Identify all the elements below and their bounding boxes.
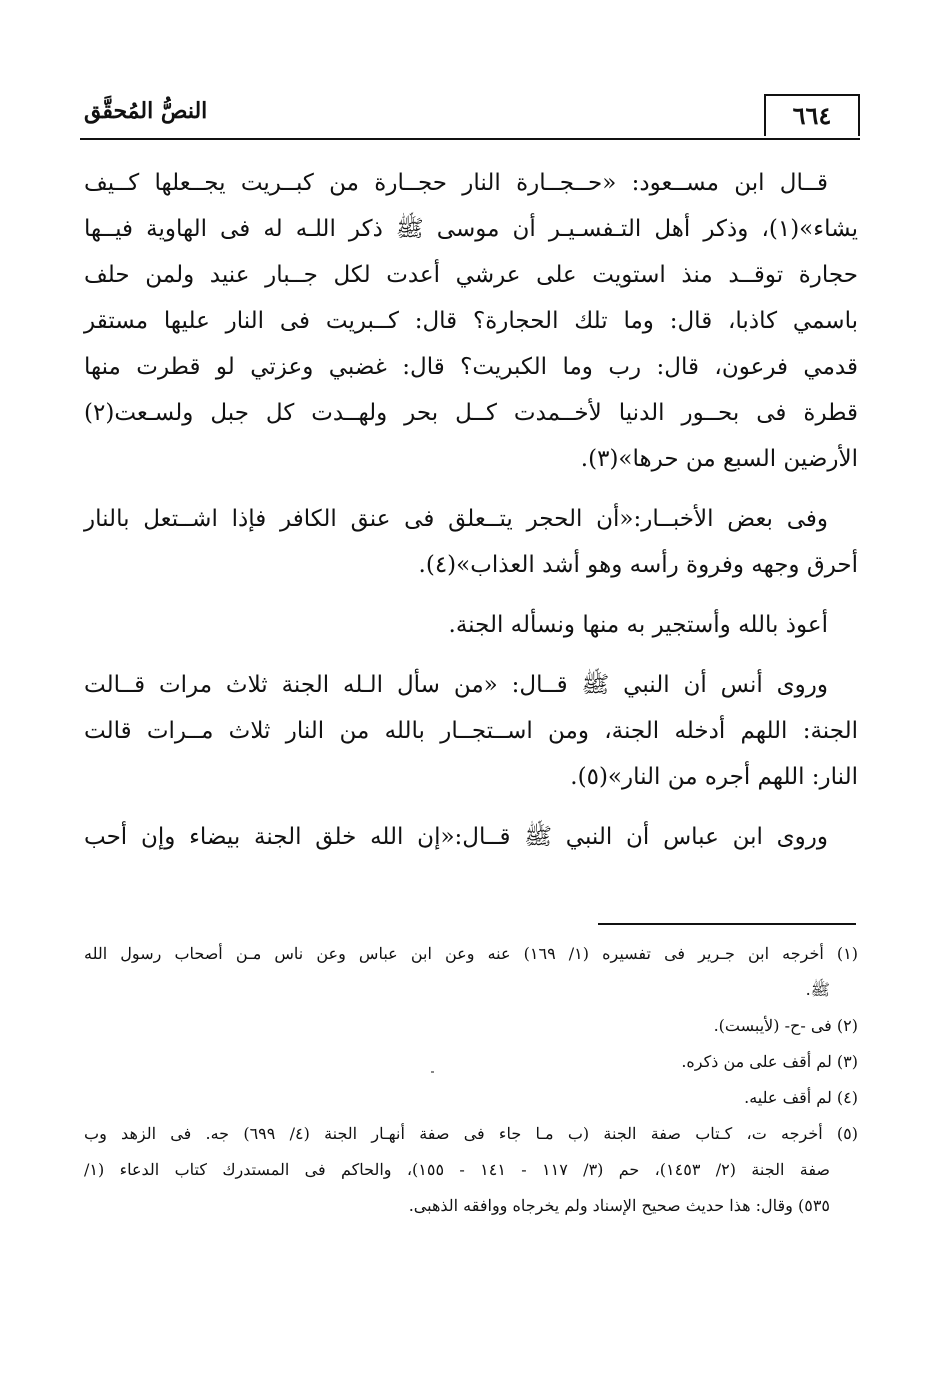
text-line: وروى ابن عباس أن النبي ﷺ قــال:«إن الله خلق الجنة بيضاء وإن أحب bbox=[84, 824, 828, 850]
text-line: قطرة فى بحــور الدنيا لأخــمدت كــل بحر ولهــدت كل جبل ولسـعت(٢) bbox=[84, 400, 858, 426]
paragraph-ibn-masud bbox=[84, 160, 858, 482]
text-line: أعوذ بالله وأستجير به منها ونسأله الجنة. bbox=[448, 612, 828, 638]
paragraph-ibn-abbas bbox=[84, 814, 858, 860]
footnote-5 bbox=[84, 1116, 858, 1224]
paragraph-akhbar bbox=[84, 496, 858, 588]
footnote-rule bbox=[598, 923, 856, 925]
footnote-line: ﷺ. bbox=[805, 980, 830, 999]
text-line: وروى أنس أن النبي ﷺ قــال: «من سأل الـله الجنة ثلاث مرات قــالت bbox=[84, 672, 828, 698]
header-rule bbox=[80, 138, 860, 140]
footnotes bbox=[84, 936, 858, 1224]
footnote-line: (٥) أخرجه ت، كـتاب صفة الجنة (ب مـا جاء فى صفة أنهـار الجنة (٤/ ٦٩٩) جه. فى الزهد وب bbox=[84, 1124, 858, 1143]
text-line: أحرق وجهه وفروة رأسه وهو أشد العذاب»(٤). bbox=[418, 552, 858, 578]
main-text bbox=[84, 160, 858, 874]
footnote-line: ٥٣٥) وقال: هذا حديث صحيح الإسناد ولم يخرجاه ووافقه الذهبى. bbox=[408, 1196, 830, 1215]
footnote-4 bbox=[84, 1080, 858, 1116]
text-line: الجنة: اللهم أدخله الجنة، ومن اســتجــار بالله من النار ثلاث مــرات قالت bbox=[84, 718, 858, 744]
text-line: النار: اللهم أجره من النار»(٥). bbox=[570, 764, 858, 790]
text-line: قدمي فرعون، قال: رب وما الكبريت؟ قال: غضبي وعزتي لو قطرت منها bbox=[84, 354, 858, 380]
footnote-line: (٤) لم أقف عليه. bbox=[744, 1088, 858, 1107]
text-line: باسمي كاذبا، قال: وما تلك الحجارة؟ قال: كــبريت فى النار عليها مستقر bbox=[84, 308, 858, 334]
text-line: قــال ابن مســعود: «حــجــارة النار حجــارة من كبــريت يجــعلها كــيف bbox=[84, 170, 828, 196]
paragraph-anas bbox=[84, 662, 858, 800]
page-number: ٦٦٤ bbox=[764, 94, 860, 136]
text-line: يشاء»(١)، وذكر أهل التـفسـيـر أن موسى ﷺ ذكر اللـه له فى الهاوية فيــها bbox=[84, 216, 858, 242]
footnote-line: (٣) لم أقف على من ذكره. bbox=[681, 1052, 858, 1071]
scan-speck bbox=[431, 1071, 434, 1073]
page-header bbox=[80, 88, 860, 140]
footnote-line: صفة الجنة (٢/ ١٤٥٣)، حم (٣/ ١١٧ - ١٤١ - ١٥٥)، والحاكم فى المستدرك كتاب الدعاء (١/ bbox=[84, 1160, 831, 1179]
text-line: حجارة توقــد منذ استويت على عرشي أعدت لكل جــبار عنيد ولمن حلف bbox=[84, 262, 858, 288]
paragraph-audhu bbox=[84, 602, 858, 648]
footnote-line: (٢) فى -ح- (لأيبست). bbox=[713, 1016, 858, 1035]
text-line: الأرضين السبع من حرها»(٣). bbox=[580, 446, 858, 472]
footnote-2 bbox=[84, 1008, 858, 1044]
running-title: النصُّ المُحقَّق bbox=[84, 98, 208, 124]
footnote-3 bbox=[84, 1044, 858, 1080]
footnote-line: (١) أخرجه ابن جـرير فى تفسيره (١/ ١٦٩) عنه وعن ابن عباس وعن ناس مـن أصحاب رسول الله bbox=[84, 944, 858, 963]
footnote-1 bbox=[84, 936, 858, 1008]
text-line: وفى بعض الأخبــار:«أن الحجر يتــعلق فى عنق الكافر فإذا اشــتعل بالنار bbox=[84, 506, 828, 532]
